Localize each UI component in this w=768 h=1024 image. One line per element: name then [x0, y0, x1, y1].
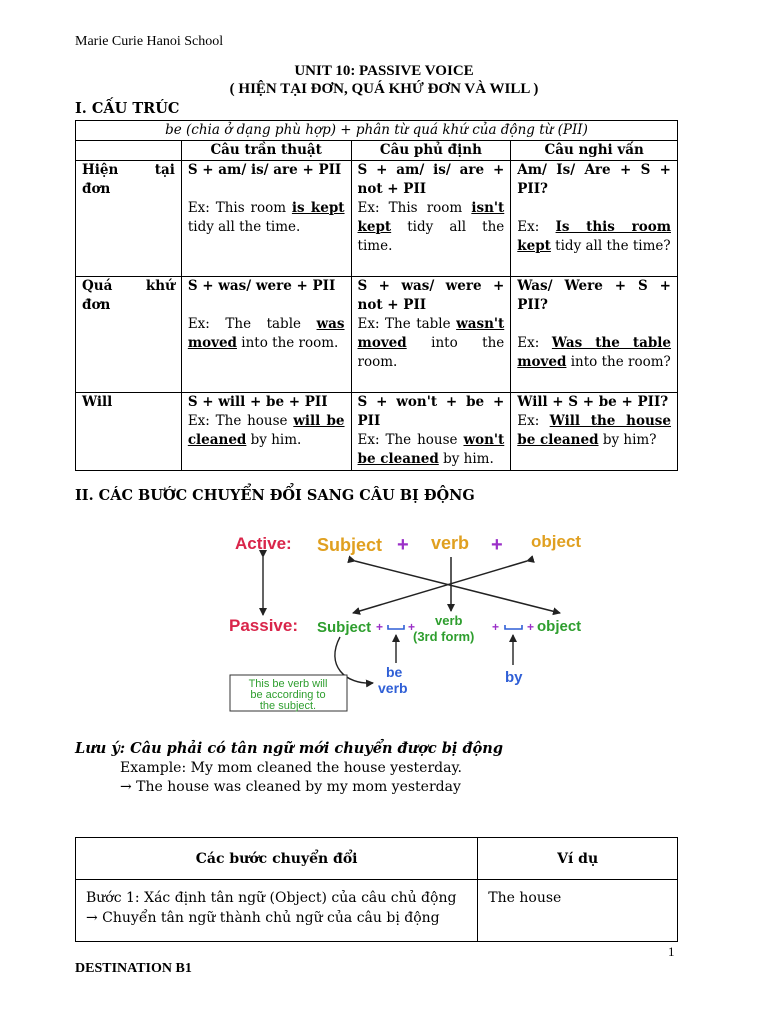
rule-text: S + am/ is/ are + PII: [187, 162, 342, 178]
note-line1: This be verb will: [248, 678, 328, 690]
steps-table: [75, 837, 678, 942]
example-text: Ex: This room isn't kept tidy all the time.: [357, 200, 505, 254]
structure-header-row: [76, 141, 678, 161]
page-number: 1: [668, 944, 675, 959]
table-row: [76, 277, 678, 393]
plus-sign: +: [397, 534, 409, 556]
active-subject: Subject: [317, 535, 383, 555]
table-row: [76, 161, 678, 277]
affirmative-cell: [181, 161, 351, 277]
steps-header-row: [76, 838, 678, 880]
section2-heading: II. CÁC BƯỚC CHUYỂN ĐỔI SANG CÂU BỊ ĐỘNG: [75, 487, 475, 504]
rule-text: S + am/ is/ are + not + PII: [357, 162, 505, 197]
verb-3rd-form-line2: (3rd form): [413, 629, 475, 644]
plus-sign: +: [527, 620, 535, 634]
question-cell: [511, 393, 678, 471]
subject-to-object-arrow: [355, 561, 560, 613]
example-text: Ex: The house won't be cleaned by him.: [357, 432, 505, 467]
example-text: Ex: Is this room kept tidy all the time?: [517, 219, 671, 254]
step1-example: The house: [478, 880, 678, 942]
be-verb-line2: verb: [378, 680, 408, 696]
note-line2: be according to: [250, 689, 326, 701]
header-affirmative: Câu trần thuật: [181, 141, 351, 161]
passive-label: Passive:: [229, 616, 298, 635]
rule-text: Will + S + be + PII?: [517, 394, 669, 410]
object-to-subject-arrow: [353, 561, 527, 613]
be-verb-blank: [388, 625, 404, 629]
rule-text: S + was/ were + PII: [187, 278, 336, 294]
negative-cell: [351, 393, 511, 471]
table-row: [76, 880, 678, 942]
example-text: Ex: This room is kept tidy all the time.: [187, 200, 345, 235]
active-verb: verb: [431, 533, 470, 553]
unit-title: [0, 62, 768, 98]
note-line3: the subject.: [259, 700, 317, 712]
rule-text: S + won't + be + PII: [357, 394, 505, 429]
verb-3rd-form-line1: verb: [435, 613, 463, 628]
active-label: Active:: [235, 534, 292, 553]
question-cell: [511, 277, 678, 393]
header-empty: [76, 141, 182, 161]
affirmative-cell: [181, 277, 351, 393]
passive-voice-diagram: [225, 525, 595, 717]
passive-object: object: [537, 618, 582, 635]
by-blank: [505, 625, 522, 629]
steps-header: Các bước chuyển đổi: [76, 838, 478, 880]
plus-sign: +: [376, 620, 384, 634]
step1-line2: → Chuyển tân ngữ thành chủ ngữ của câu bị động: [86, 910, 440, 926]
example-text: Ex: The table wasn't moved into the room.: [357, 316, 505, 370]
plus-sign: +: [492, 620, 500, 634]
note-text: Lưu ý: Câu phải có tân ngữ mới chuyển được bị động: [75, 740, 503, 757]
example-header: Ví dụ: [478, 838, 678, 880]
example-text: Ex: Was the table moved into the room?: [517, 335, 672, 370]
structure-formula: be (chia ở dạng phù hợp) + phân từ quá khứ của động từ (PII): [76, 121, 678, 141]
affirmative-cell: [181, 393, 351, 471]
footer-book-title: DESTINATION B1: [75, 961, 192, 976]
by-label: by: [505, 669, 523, 686]
rule-text: S + will + be + PII: [187, 394, 328, 410]
tense-label: Quá khứ đơn: [76, 277, 182, 393]
rule-text: Was/ Were + S + PII?: [517, 278, 671, 313]
example-text: Ex: The table was moved into the room.: [187, 316, 345, 351]
step-cell: [76, 880, 478, 942]
example-passive: → The house was cleaned by my mom yesterday: [120, 779, 461, 795]
tense-label: Will: [76, 393, 182, 471]
question-cell: [511, 161, 678, 277]
example-active: Example: My mom cleaned the house yesterday.: [120, 760, 462, 776]
negative-cell: [351, 161, 511, 277]
passive-subject: Subject: [317, 619, 372, 636]
structure-table: [75, 120, 678, 471]
school-name: Marie Curie Hanoi School: [75, 34, 224, 49]
rule-text: S + was/ were + not + PII: [357, 278, 505, 313]
table-row: [76, 393, 678, 471]
unit-title-line1: UNIT 10: PASSIVE VOICE: [294, 63, 474, 79]
plus-sign: +: [491, 534, 503, 556]
example-text: Ex: The house will be cleaned by him.: [187, 413, 345, 448]
header-question: Câu nghi vấn: [511, 141, 678, 161]
rule-text: Am/ Is/ Are + S + PII?: [517, 162, 671, 197]
tense-label: Hiện tại đơn: [76, 161, 182, 277]
unit-title-line2: ( HIỆN TẠI ĐƠN, QUÁ KHỨ ĐƠN VÀ WILL ): [229, 81, 539, 97]
example-text: Ex: Will the house be cleaned by him?: [517, 413, 671, 448]
plus-sign: +: [408, 620, 416, 634]
section1-heading: I. CẤU TRÚC: [75, 100, 180, 117]
step1-line1: Bước 1: Xác định tân ngữ (Object) của câu chủ động: [86, 890, 457, 906]
header-negative: Câu phủ định: [351, 141, 511, 161]
active-object: object: [531, 532, 582, 551]
be-verb-line1: be: [386, 664, 403, 680]
negative-cell: [351, 277, 511, 393]
